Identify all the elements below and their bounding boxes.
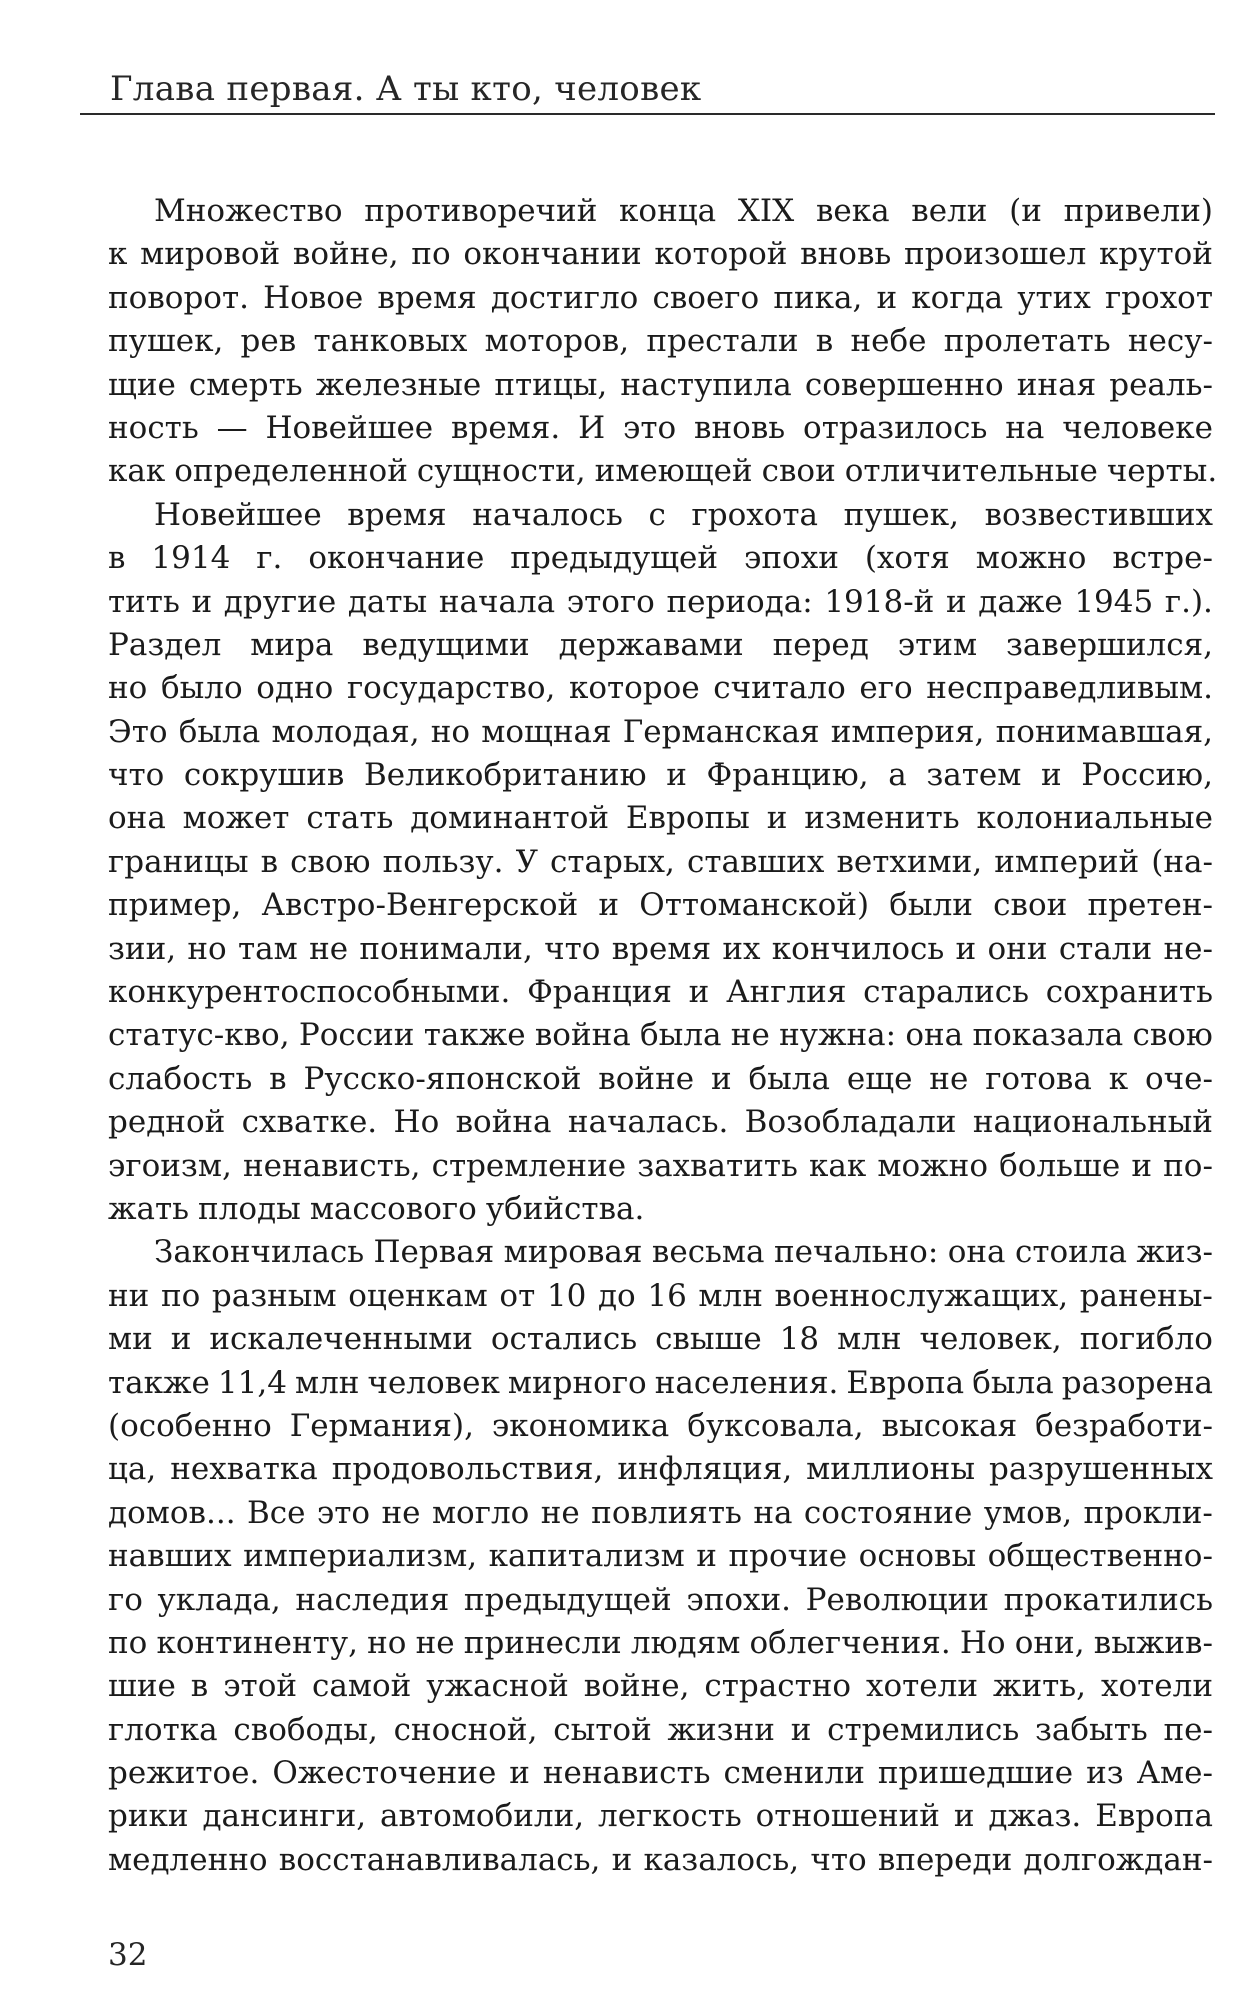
text-line: что сокрушив Великобританию и Францию, а затем и Россию,: [108, 757, 1213, 794]
text-line: в 1914 г. окончание предыдущей эпохи (хотя можно встре-: [108, 540, 1213, 577]
paragraph: [108, 190, 1218, 494]
paragraph: [108, 1231, 1213, 1882]
text-line: Новейшее время началось с грохота пушек, возвестивших: [154, 496, 1213, 533]
text-line: жать плоды массового убийства.: [108, 1190, 645, 1227]
text-line: ность — Новейшее время. И это вновь отразилось на человеке: [108, 409, 1213, 446]
text-line: редной схватке. Но война началась. Возобладали национальный: [108, 1104, 1213, 1141]
text-line: (особенно Германия), экономика буксовала, высокая безработи-: [108, 1407, 1213, 1444]
text-line: Закончилась Первая мировая весьма печально: она стоила жиз-: [154, 1234, 1213, 1271]
text-line: конкурентоспособными. Франция и Англия старались сохранить: [108, 974, 1213, 1011]
text-line: шие в этой самой ужасной войне, страстно хотели жить, хотели: [108, 1668, 1213, 1705]
text-line: Множество противоречий конца XIX века вели (и привели): [154, 193, 1213, 229]
text-line: по континенту, но не принесли людям облегчения. Но они, выжив-: [108, 1624, 1213, 1661]
text-line: статус-кво, России также война была не нужна: она показала свою: [108, 1017, 1213, 1054]
text-line: ми и искалеченными остались свыше 18 млн человек, погибло: [108, 1321, 1213, 1358]
text-line: домов... Все это не могло не повлиять на состояние умов, прокли-: [108, 1494, 1213, 1531]
header-rule: [80, 113, 1215, 115]
text-line: ца, нехватка продовольствия, инфляция, миллионы разрушенных: [108, 1451, 1213, 1488]
body-text: [108, 190, 1218, 1882]
text-line: пушек, рев танковых моторов, престали в небе пролетать несу-: [108, 323, 1213, 360]
paragraph: [108, 494, 1213, 1232]
text-line: го уклада, наследия предыдущей эпохи. Революции прокатились: [108, 1581, 1213, 1618]
text-line: также 11,4 млн человек мирного населения. Европа была разорена: [108, 1364, 1213, 1401]
text-line: зии, но там не понимали, что время их кончилось и они стали не-: [108, 930, 1213, 967]
text-line: Это была молодая, но мощная Германская империя, понимавшая,: [108, 713, 1213, 750]
text-line: ни по разным оценкам от 10 до 16 млн военнослужащих, ранены-: [108, 1277, 1213, 1314]
text-line: к мировой войне, по окончании которой вновь произошел крутой: [108, 236, 1213, 273]
text-line: слабость в Русско-японской войне и была еще не готова к оче-: [108, 1060, 1213, 1097]
text-line: глотка свободы, сносной, сытой жизни и стремились забыть пе-: [108, 1711, 1213, 1748]
text-line: медленно восстанавливалась, и казалось, что впереди долгождан-: [108, 1841, 1213, 1878]
running-header: Глава первая. А ты кто, человек: [110, 69, 702, 109]
text-line: границы в свою пользу. У старых, ставших ветхими, империй (на-: [108, 843, 1213, 880]
page-number: 32: [108, 1937, 148, 1973]
text-line: тить и другие даты начала этого периода: 1918-й и даже 1945 г.).: [108, 583, 1213, 620]
text-line: эгоизм, ненависть, стремление захватить как можно больше и по-: [108, 1147, 1213, 1184]
text-line: щие смерть железные птицы, наступила совершенно иная реаль-: [108, 366, 1213, 403]
text-line: рики дансинги, автомобили, легкость отношений и джаз. Европа: [108, 1798, 1213, 1835]
text-line: Раздел мира ведущими державами перед этим завершился,: [108, 626, 1213, 663]
text-line: пример, Австро-Венгерской и Оттоманской) были свои претен-: [108, 887, 1213, 924]
text-line: навших империализм, капитализм и прочие основы общественно-: [108, 1538, 1213, 1575]
text-line: она может стать доминантой Европы и изменить колониальные: [108, 800, 1213, 837]
text-line: но было одно государство, которое считало его несправедливым.: [108, 670, 1213, 707]
text-line: режитое. Ожесточение и ненависть сменили пришедшие из Аме-: [108, 1755, 1213, 1792]
text-line: поворот. Новое время достигло своего пика, и когда утих грохот: [108, 279, 1213, 316]
text-line: как определенной сущности, имеющей свои отличительные черты.: [108, 453, 1218, 490]
